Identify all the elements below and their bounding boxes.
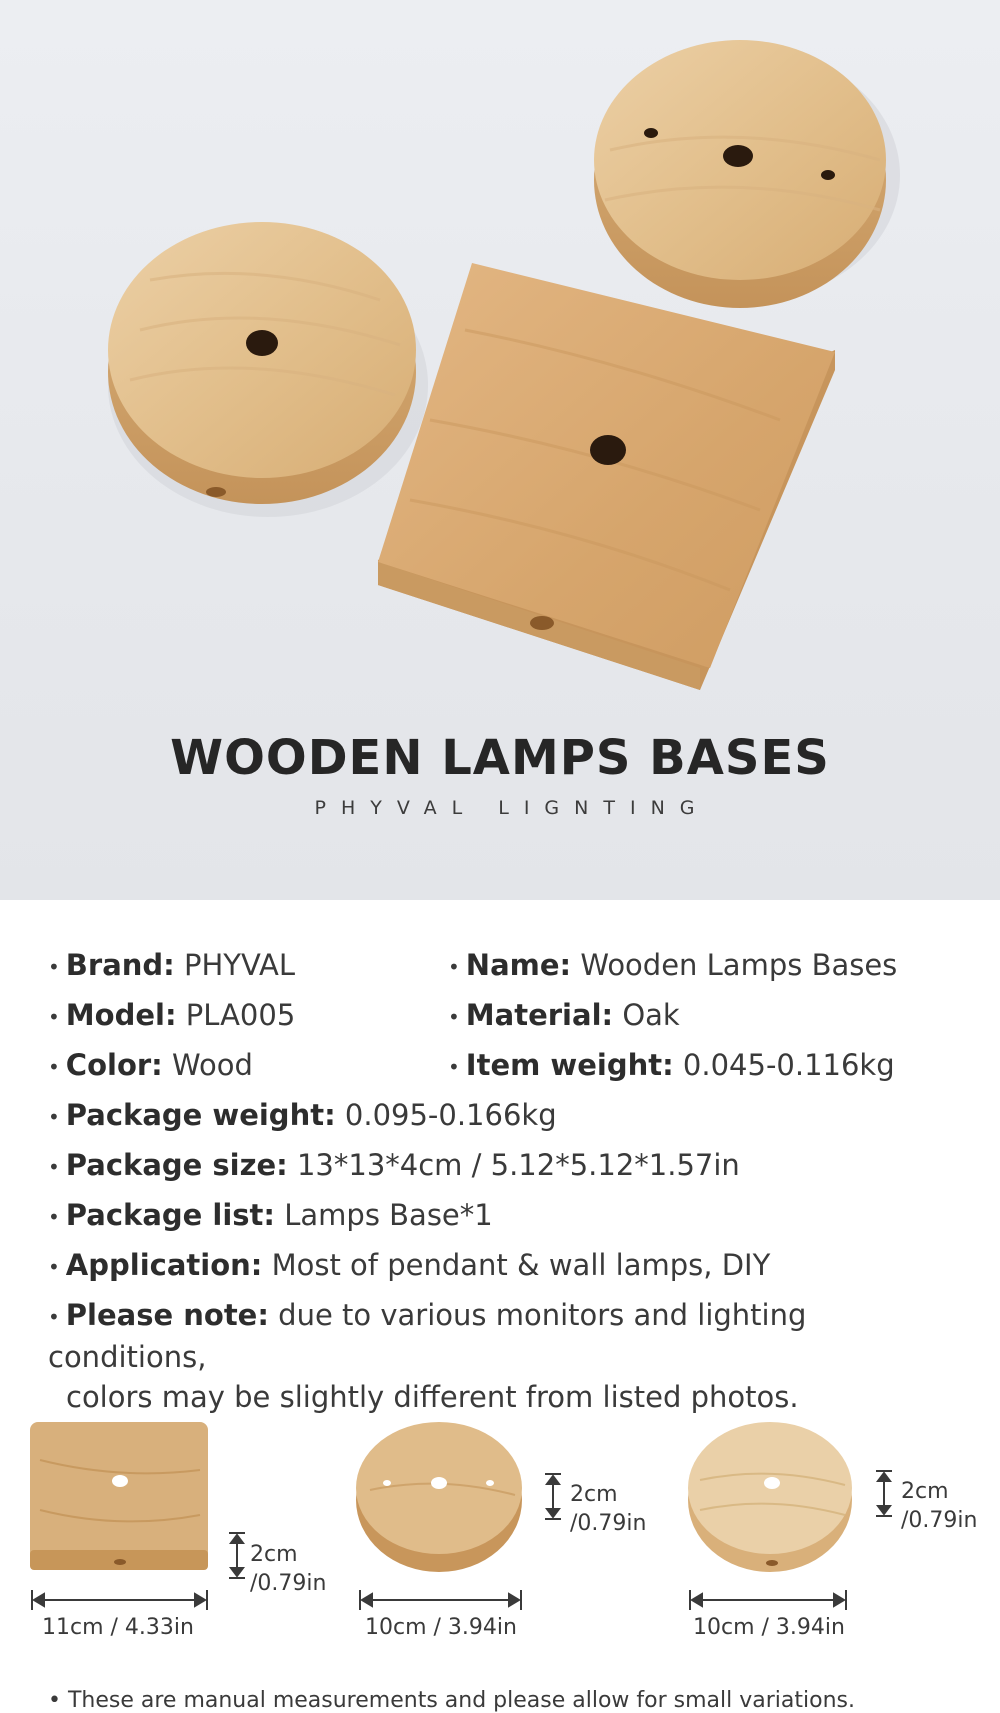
- spec-package-list: • Package list: Lamps Base*1: [48, 1198, 493, 1232]
- spec-name: • Name: Wooden Lamps Bases: [448, 948, 898, 982]
- bullet-icon: •: [48, 1205, 60, 1229]
- bullet-icon: •: [48, 1105, 60, 1129]
- spec-note: • Please note: due to various monitors and lighting conditions, colors may be slightly different from listed photos.: [48, 1298, 807, 1414]
- spec-model: • Model: PLA005: [48, 998, 296, 1032]
- height-arrow-icon: [545, 1474, 561, 1519]
- measurement-footnote: • These are manual measurements and please allow for small variations.: [48, 1688, 855, 1713]
- square-base-thumbnail: [30, 1422, 208, 1570]
- spec-package-size: • Package size: 13*13*4cm / 5.12*5.12*1.57in: [48, 1148, 740, 1182]
- bullet-icon: •: [48, 1055, 60, 1079]
- hero-subtitle: PHYVAL LIGNTING: [314, 797, 710, 819]
- spec-brand: • Brand: PHYVAL: [48, 948, 295, 982]
- bullet-icon: •: [448, 1005, 460, 1029]
- screw-hole: [644, 128, 658, 138]
- spec-list: [48, 940, 968, 1417]
- square-height-label: 2cm /0.79in: [250, 1542, 327, 1596]
- bullet-icon: •: [48, 1255, 60, 1279]
- bullet-icon: •: [448, 955, 460, 979]
- width-arrow-icon: [360, 1590, 521, 1610]
- round-base-left: [108, 222, 416, 504]
- side-hole: [206, 487, 226, 497]
- width-arrow-icon: [32, 1590, 207, 1610]
- spec-item-weight: • Item weight: 0.045-0.116kg: [448, 1048, 895, 1082]
- spec-material: • Material: Oak: [448, 998, 680, 1032]
- spec-application: • Application: Most of pendant & wall lamps, DIY: [48, 1248, 771, 1282]
- round-three-hole-height-label: 2cm /0.79in: [570, 1482, 647, 1536]
- spec-color: • Color: Wood: [48, 1048, 253, 1082]
- center-hole: [723, 145, 753, 167]
- round-one-hole-height-label: 2cm /0.79in: [901, 1479, 978, 1533]
- round-three-hole-width-label: 10cm / 3.94in: [365, 1615, 517, 1640]
- bullet-icon: •: [48, 1155, 60, 1179]
- round-base-right: [594, 40, 886, 308]
- width-arrow-icon: [690, 1590, 846, 1610]
- dimension-figures: [0, 1400, 1000, 1660]
- bullet-icon: •: [48, 1005, 60, 1029]
- height-arrow-icon: [876, 1471, 892, 1516]
- bullet-icon: •: [48, 1305, 60, 1329]
- round-base-one-hole-thumbnail: [688, 1422, 852, 1572]
- spec-package-weight: • Package weight: 0.095-0.166kg: [48, 1098, 557, 1132]
- center-hole: [246, 330, 278, 356]
- height-arrow-icon: [229, 1533, 245, 1578]
- side-hole: [530, 616, 554, 630]
- screw-hole: [821, 170, 835, 180]
- bullet-icon: •: [448, 1055, 460, 1079]
- round-base-three-hole-thumbnail: [356, 1422, 522, 1572]
- square-base: [378, 263, 835, 690]
- hero-title: WOODEN LAMPS BASES: [170, 730, 830, 786]
- bullet-icon: •: [48, 955, 60, 979]
- center-hole: [590, 435, 626, 465]
- square-width-label: 11cm / 4.33in: [42, 1615, 194, 1640]
- round-one-hole-width-label: 10cm / 3.94in: [693, 1615, 845, 1640]
